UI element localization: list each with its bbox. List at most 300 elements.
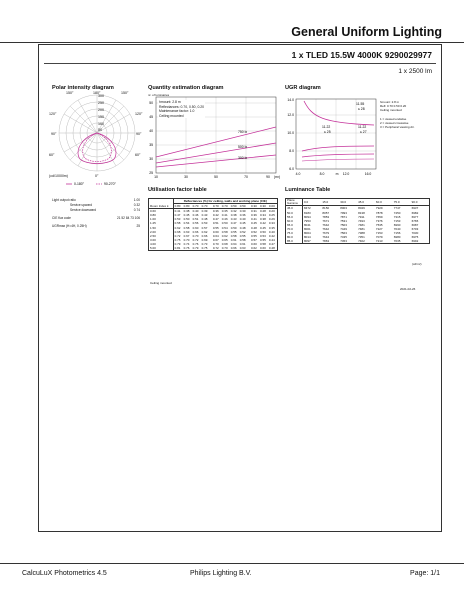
uf-cell: 0.79 (192, 246, 199, 251)
lum-gamma: 55.0 (286, 215, 303, 219)
uf-cell: 0.38 (230, 213, 237, 218)
uf-cell: 0.40 (239, 217, 246, 222)
curve-label-500lx: 500 lx (238, 145, 248, 149)
polar-radial-200: 200 (98, 108, 104, 112)
uf-cell: 0.63 (239, 246, 246, 251)
lum-cell: 8150 (322, 206, 330, 211)
uf-cell: 0.53 (201, 221, 208, 226)
uf-cell: 0.35 (221, 209, 228, 214)
uf-cell: 0.75 (174, 237, 181, 242)
uf-cell: 0.55 (230, 229, 237, 234)
uf-cell: 0.66 (230, 246, 237, 251)
uf-cell: 0.48 (268, 246, 275, 251)
lum-cell: 6975 (411, 235, 419, 240)
ugr-y-tick-14: 14.0 (287, 98, 294, 102)
uf-col-head: 0.70 (192, 204, 201, 209)
uf-cell: 0.36 (250, 213, 257, 218)
ugr-label-2-value: 11.22 (322, 125, 331, 129)
q-y-tick-30: 30 (149, 157, 153, 161)
uf-cell: 0.62 (221, 233, 228, 238)
lum-cell: 6992 (411, 239, 419, 244)
lum-cell: 7402 (358, 239, 365, 244)
lum-cell: 7563 (340, 230, 347, 235)
footer-divider (0, 563, 464, 564)
uf-cell: 0.50 (183, 217, 190, 222)
uf-cell: 0.66 (192, 229, 199, 234)
lum-cell: 7227 (375, 226, 383, 231)
uf-cell: 0.66 (201, 233, 208, 238)
document-date: 2021-02-26 (400, 287, 416, 291)
uf-room-index: 4.00 (149, 242, 174, 246)
uf-cell: 0.34 (259, 213, 266, 218)
q-x-tick-70: 70 (244, 175, 248, 179)
q-y-tick-40: 40 (149, 129, 153, 133)
uf-room-index: 2.50 (149, 234, 174, 238)
lum-cell: 7993 (340, 210, 347, 215)
utilisation-table (148, 198, 278, 251)
ugr-curve-3 (302, 154, 374, 157)
ugr-curve-4 (302, 159, 374, 161)
luminaire-name: 1 x TLED 15.5W 4000K 9290029977 (291, 50, 432, 60)
utilisation-table-wrap (148, 198, 278, 251)
uf-cell: 0.75 (201, 246, 208, 251)
uf-room-index: 5.00 (149, 246, 174, 251)
uf-cell: 0.32 (230, 209, 237, 214)
ugr-legend-hmount: hmount: 2.8 m (380, 100, 400, 104)
ugr-label-3-value: 11.22 (358, 125, 367, 129)
q-x-unit: (m²) (273, 175, 281, 179)
lum-cell: 7911 (358, 214, 365, 219)
stat-value: 25 (136, 224, 140, 228)
uf-cell: 0.70 (192, 233, 199, 238)
uf-col-head: 0.80 (183, 204, 192, 209)
legend-c90-270: 90-270° (104, 182, 116, 187)
lum-cell: 7659 (375, 214, 383, 219)
lum-cell: 7156 (393, 230, 401, 235)
uf-cell: 0.54 (221, 225, 228, 230)
lum-cell: 7642 (322, 222, 330, 227)
lum-gamma: 60.0 (286, 219, 303, 223)
lum-cell: 6687 (411, 222, 419, 227)
uf-room-index: 1.50 (149, 226, 174, 230)
uf-cell: 0.70 (212, 241, 219, 246)
polar-angle-top-right: 150° (121, 91, 129, 95)
polar-angle-top: 180° (93, 91, 101, 95)
ugr-y-tick-6: 6.0 (289, 167, 294, 171)
uf-cell: 0.76 (192, 241, 199, 246)
ugr-y-tick-10: 10.0 (287, 131, 294, 135)
lum-cell: 7453 (340, 239, 347, 244)
uf-cell: 0.55 (212, 225, 219, 230)
stat-label: Service upward (70, 203, 92, 207)
ugr-label-1-value: 11.55 (356, 102, 365, 106)
polar-radial-100: 100 (98, 122, 104, 126)
uf-cell: 0.40 (268, 229, 275, 234)
uf-col-head: 0.50 (239, 204, 250, 209)
q-x-tick-30: 30 (184, 175, 188, 179)
lum-cell: 7953 (304, 218, 311, 223)
stat-label: Light output ratio (52, 198, 76, 202)
q-param-hmount: hmount: 2.8 m (159, 100, 181, 104)
polar-angle-right-mid: 90° (136, 132, 142, 136)
uf-cell: 0.70 (183, 237, 190, 242)
uf-cell: 0.72 (212, 246, 219, 251)
polar-angle-bottom: 0° (95, 174, 99, 178)
uf-cell: 0.57 (250, 237, 257, 242)
stat-label: UGRmax (H=4H, 0.25H) (52, 224, 87, 228)
uf-col-head: 0.00 (268, 204, 278, 209)
uf-room-index: 2.00 (149, 230, 174, 234)
uf-cell: 0.79 (174, 241, 181, 246)
lum-cell: 6703 (411, 226, 419, 231)
uf-cell: 0.43 (201, 213, 208, 218)
uf-cell: 0.42 (268, 233, 275, 238)
lum-col-head: 75.0 (393, 199, 411, 206)
luminance-table-wrap (285, 198, 430, 244)
lum-col-head: 15.0 (321, 199, 339, 206)
uf-cell: 0.41 (250, 217, 257, 222)
uf-cell: 0.47 (174, 213, 181, 218)
uf-cell: 0.58 (221, 229, 228, 234)
lum-cell: 6980 (393, 235, 401, 240)
uf-cell: 0.61 (230, 237, 237, 242)
uf-cell: 0.30 (239, 209, 246, 214)
uf-cell: 0.52 (239, 229, 246, 234)
lum-cell: 7040 (393, 226, 401, 231)
lum-cell: 7493 (358, 218, 365, 223)
uf-cell: 0.45 (250, 221, 257, 226)
lum-cell: 7929 (375, 206, 383, 211)
lum-cell: 6937 (411, 206, 419, 211)
utilisation-title: Utilisation factor table (148, 187, 207, 193)
uf-cell: 0.46 (221, 217, 228, 222)
uf-cell: 0.54 (183, 221, 190, 226)
lum-header-row (286, 199, 430, 206)
uf-cell: 0.56 (192, 221, 199, 226)
uf-col-head: 0.70 (212, 204, 221, 209)
uf-cell: 0.67 (183, 233, 190, 238)
lum-cell: 7315 (393, 214, 401, 219)
uf-cell: 0.51 (212, 221, 219, 226)
uf-cell: 0.64 (230, 241, 237, 246)
footer-company: Philips Lighting B.V. (190, 570, 252, 577)
uf-cell: 0.47 (268, 241, 275, 246)
uf-header: Reflectances (%) for ceiling, walls and working plane (CIE) (173, 199, 277, 204)
title-separator (44, 63, 436, 64)
polar-angle-right-lower: 60° (135, 153, 141, 157)
uf-col-head: 0.70 (221, 204, 230, 209)
uf-cell: 0.50 (230, 225, 237, 230)
uf-cell: 0.52 (250, 229, 257, 234)
stat-label: CIE flux code (52, 216, 71, 220)
uf-cell: 0.53 (174, 217, 181, 222)
q-param-reflectances: Reflectances: 0.70, 0.50, 0.20 (159, 104, 205, 109)
lum-cell: 7853 (322, 214, 330, 219)
uf-cell: 0.48 (250, 225, 257, 230)
uf-cell: 0.42 (259, 221, 266, 226)
curve-label-750lx: 750 lx (238, 130, 248, 134)
ugr-y-tick-12: 12.0 (287, 113, 294, 117)
uf-cell: 0.33 (268, 221, 275, 226)
lum-cell: 6990 (393, 222, 401, 227)
uf-cell: 0.25 (268, 213, 275, 218)
lum-cell: 7878 (375, 210, 383, 215)
q-x-tick-10: 10 (154, 175, 158, 179)
uf-cell: 0.45 (183, 213, 190, 218)
uf-cell: 0.60 (212, 229, 219, 234)
uf-cell: 0.20 (268, 209, 275, 214)
ugr-title: UGR diagram (285, 85, 321, 91)
lum-cell: 7030 (411, 230, 419, 235)
polar-angle-left-upper: 120° (49, 112, 57, 116)
q-x-tick-90: 90 (266, 175, 270, 179)
lum-cell: 7449 (340, 226, 347, 231)
lum-cell: 8004 (304, 230, 311, 235)
uf-cell: 0.31 (250, 209, 257, 214)
lum-cell: 7871 (340, 214, 347, 219)
stat-value: 0.74 (133, 208, 140, 212)
lum-cell: 7531 (340, 218, 347, 223)
lum-cell: 7481 (358, 222, 365, 227)
footer-page: Page: 1/1 (410, 570, 440, 577)
ugr-legend-mounting: Ceiling mounted (380, 108, 402, 113)
uf-col-head: 0.80 (173, 204, 183, 209)
ugr-x-tick-4: 4.0 (295, 172, 301, 176)
uf-room-label: Room Index k (149, 204, 174, 209)
uf-cell: 0.38 (259, 217, 266, 222)
polar-intensity-diagram (49, 91, 143, 181)
stat-label: Service downward (70, 208, 97, 212)
q-param-mounting: Ceiling mounted (159, 113, 184, 118)
lum-gamma: 80.0 (286, 235, 303, 239)
uf-cell: 0.40 (192, 209, 199, 214)
q-y-tick-45: 45 (149, 115, 153, 119)
luminance-table (285, 198, 430, 244)
ugr-y-tick-8: 8.0 (289, 149, 294, 153)
uf-cell: 0.60 (192, 225, 199, 230)
uf-cell: 0.55 (239, 233, 246, 238)
uf-cell: 0.44 (268, 237, 275, 242)
lum-cell: 8097 (304, 239, 311, 244)
polar-angle-left-mid: 90° (51, 132, 57, 136)
lum-cell: 8014 (304, 235, 311, 240)
legend-c0-180: 0-180° (74, 182, 85, 187)
uf-cell: 0.46 (192, 213, 199, 218)
lum-cell: 7503 (340, 222, 347, 227)
polar-angle-top-left: 150° (66, 91, 74, 95)
lum-col-head: 30.0 (339, 199, 357, 206)
uf-cell: 0.29 (268, 217, 275, 222)
uf-cell: 0.58 (183, 225, 190, 230)
document-title: General Uniform Lighting (291, 25, 442, 39)
lum-cell: 7747 (393, 206, 401, 211)
footer-software: CalcuLuX Photometrics 4.5 (22, 570, 107, 577)
lum-cell: 7351 (358, 235, 365, 240)
uf-col-head: 0.30 (259, 204, 268, 209)
ugr-label-2-limit: ≤ 25 (324, 130, 331, 134)
lum-cell: 8003 (340, 206, 347, 211)
uf-room-index: 3.00 (149, 238, 174, 242)
uf-cell: 0.42 (212, 213, 219, 218)
quantity-params (158, 100, 205, 118)
luminous-flux: 1 x 2500 lm (398, 68, 432, 75)
uf-cell: 0.68 (174, 229, 181, 234)
uf-cell: 0.62 (201, 229, 208, 234)
lum-cell: 6982 (411, 210, 419, 215)
lum-cell: 7153 (393, 218, 401, 223)
q-y-tick-25: 25 (149, 171, 153, 175)
polar-unit: (cd/1000lm) (49, 174, 68, 178)
lum-cell: 8138 (358, 210, 365, 215)
photometric-stats (52, 198, 140, 229)
uf-cell: 0.45 (259, 225, 266, 230)
lum-gamma: 45.0 (286, 206, 303, 211)
lum-col-head: 45.0 (357, 199, 375, 206)
lum-col-head: 0.0 (303, 199, 322, 206)
uf-room-index: 1.25 (149, 221, 174, 225)
ugr-diagram (288, 95, 438, 177)
uf-col-head: 0.30 (250, 204, 259, 209)
lum-cell: 8183 (304, 210, 311, 215)
uf-cell: 0.48 (201, 217, 208, 222)
uf-cell: 0.62 (174, 225, 181, 230)
lum-cell: 8094 (304, 214, 311, 219)
polar-title: Polar intensity diagram (52, 85, 114, 91)
lum-cell: 7679 (322, 230, 330, 235)
uf-cell: 0.60 (259, 246, 266, 251)
q-y-tick-35: 35 (149, 143, 153, 147)
lum-cell: 6977 (411, 214, 419, 219)
uf-col-head: 0.50 (230, 204, 239, 209)
lum-col-head: 90.0 (411, 199, 430, 206)
stat-row (52, 224, 140, 229)
uf-cell: 0.57 (201, 225, 208, 230)
uf-cell: 0.50 (221, 221, 228, 226)
ugr-label-3-limit: ≤ 27 (360, 130, 367, 134)
lum-cell: 7642 (322, 226, 330, 231)
lum-cell: 8001 (304, 226, 311, 231)
uf-cell: 0.55 (259, 237, 266, 242)
uf-room-index: 0.60 (149, 209, 174, 214)
lum-gamma: 50.0 (286, 211, 303, 215)
uf-cell: 0.81 (174, 246, 181, 251)
uf-cell: 0.47 (212, 217, 219, 222)
uf-cell: 0.28 (259, 209, 266, 214)
stat-value: 0.32 (133, 203, 140, 207)
uf-cell: 0.67 (212, 237, 219, 242)
uf-cell: 0.63 (183, 229, 190, 234)
lum-cell: 8472 (304, 206, 311, 211)
lum-cell: 7079 (375, 235, 383, 240)
ugr-x-unit: m (335, 172, 339, 176)
uf-cell: 0.72 (174, 233, 181, 238)
uf-row (149, 246, 278, 251)
polar-radial-250: 250 (98, 101, 104, 105)
ugr-curve-2 (302, 146, 374, 151)
uf-cell: 0.35 (268, 225, 275, 230)
uf-cell: 0.36 (239, 213, 246, 218)
uf-cell: 0.39 (201, 209, 208, 214)
polar-radial-300: 300 (98, 94, 104, 98)
lum-cell: 7450 (393, 210, 401, 215)
uf-cell: 0.41 (174, 209, 181, 214)
lum-cell: 8041 (304, 222, 311, 227)
lum-cell: 7671 (322, 218, 330, 223)
q-param-maintenance: Maintenance factor: 1.0 (159, 109, 195, 114)
ugr-x-tick-8: 8.0 (319, 172, 325, 176)
uf-room-index: 1.00 (149, 217, 174, 221)
polar-radial-150: 150 (98, 115, 104, 119)
q-x-tick-50: 50 (214, 175, 218, 179)
uf-cell: 0.61 (239, 241, 246, 246)
lum-gamma: 65.0 (286, 223, 303, 227)
uf-cell: 0.74 (183, 241, 190, 246)
uf-cell: 0.72 (192, 237, 199, 242)
luminance-title: Luminance Table (285, 187, 331, 193)
stat-row (52, 208, 140, 213)
lum-cell: 7481 (358, 226, 365, 231)
uf-cell: 0.64 (212, 233, 219, 238)
stat-value: 1.00 (133, 198, 140, 202)
lum-cell: 7644 (322, 235, 330, 240)
quantity-title: Quantity estimation diagram (148, 85, 224, 91)
uf-cell: 0.58 (230, 233, 237, 238)
uf-cell: 0.47 (230, 221, 237, 226)
uf-cell: 0.50 (259, 229, 266, 234)
uf-cell: 0.62 (250, 246, 257, 251)
lum-cell: 7376 (375, 218, 383, 223)
uf-cell: 0.76 (183, 246, 190, 251)
uf-cell: 0.43 (230, 217, 237, 222)
lum-cell: 7213 (375, 239, 383, 244)
lum-cell: 7435 (340, 235, 347, 240)
ugr-legend-refl: Refl: 0.70 0.50 0.20 (380, 104, 407, 109)
lum-cell: 8057 (322, 210, 330, 215)
lum-row (286, 239, 430, 244)
header-divider (0, 42, 464, 43)
luminance-unit: (cd/m²) (412, 262, 422, 266)
ugr-label-1-limit: ≤ 28 (358, 107, 365, 111)
uf-cell: 0.73 (201, 241, 208, 246)
curve-label-300lx: 300 lx (238, 156, 248, 160)
quantity-y-title: nr. of luminaires (148, 93, 170, 97)
uf-cell: 0.58 (239, 237, 246, 242)
uf-cell: 0.51 (192, 217, 199, 222)
ugr-legend-peripheral: 3 = Peripheral viewing dir. (380, 125, 415, 130)
polar-angle-right-upper: 120° (135, 112, 143, 116)
lum-cell: 7388 (358, 230, 365, 235)
ugr-legend-crosswise: 2 = viewed crosswise (380, 120, 409, 125)
uf-cell: 0.68 (221, 241, 228, 246)
uf-cell: 0.45 (239, 221, 246, 226)
polar-angle-left-lower: 60° (49, 153, 55, 157)
lum-gamma: 75.0 (286, 231, 303, 235)
lum-cell: 7035 (393, 239, 401, 244)
lum-cell: 7153 (375, 230, 383, 235)
uf-cell: 0.58 (174, 221, 181, 226)
polar-radial-50: 50 (98, 128, 102, 132)
lum-col-head: Plane Gamma (286, 199, 303, 206)
stat-row (52, 216, 140, 221)
uf-cell: 0.41 (221, 213, 228, 218)
uf-cell: 0.38 (183, 209, 190, 214)
uf-cell: 0.65 (221, 237, 228, 242)
lum-cell: 7863 (322, 239, 330, 244)
utilisation-note: Ceiling mounted (150, 281, 172, 285)
uf-room-index: 0.80 (149, 213, 174, 217)
lum-cell: 7535 (375, 222, 383, 227)
uf-cell: 0.36 (212, 209, 219, 214)
